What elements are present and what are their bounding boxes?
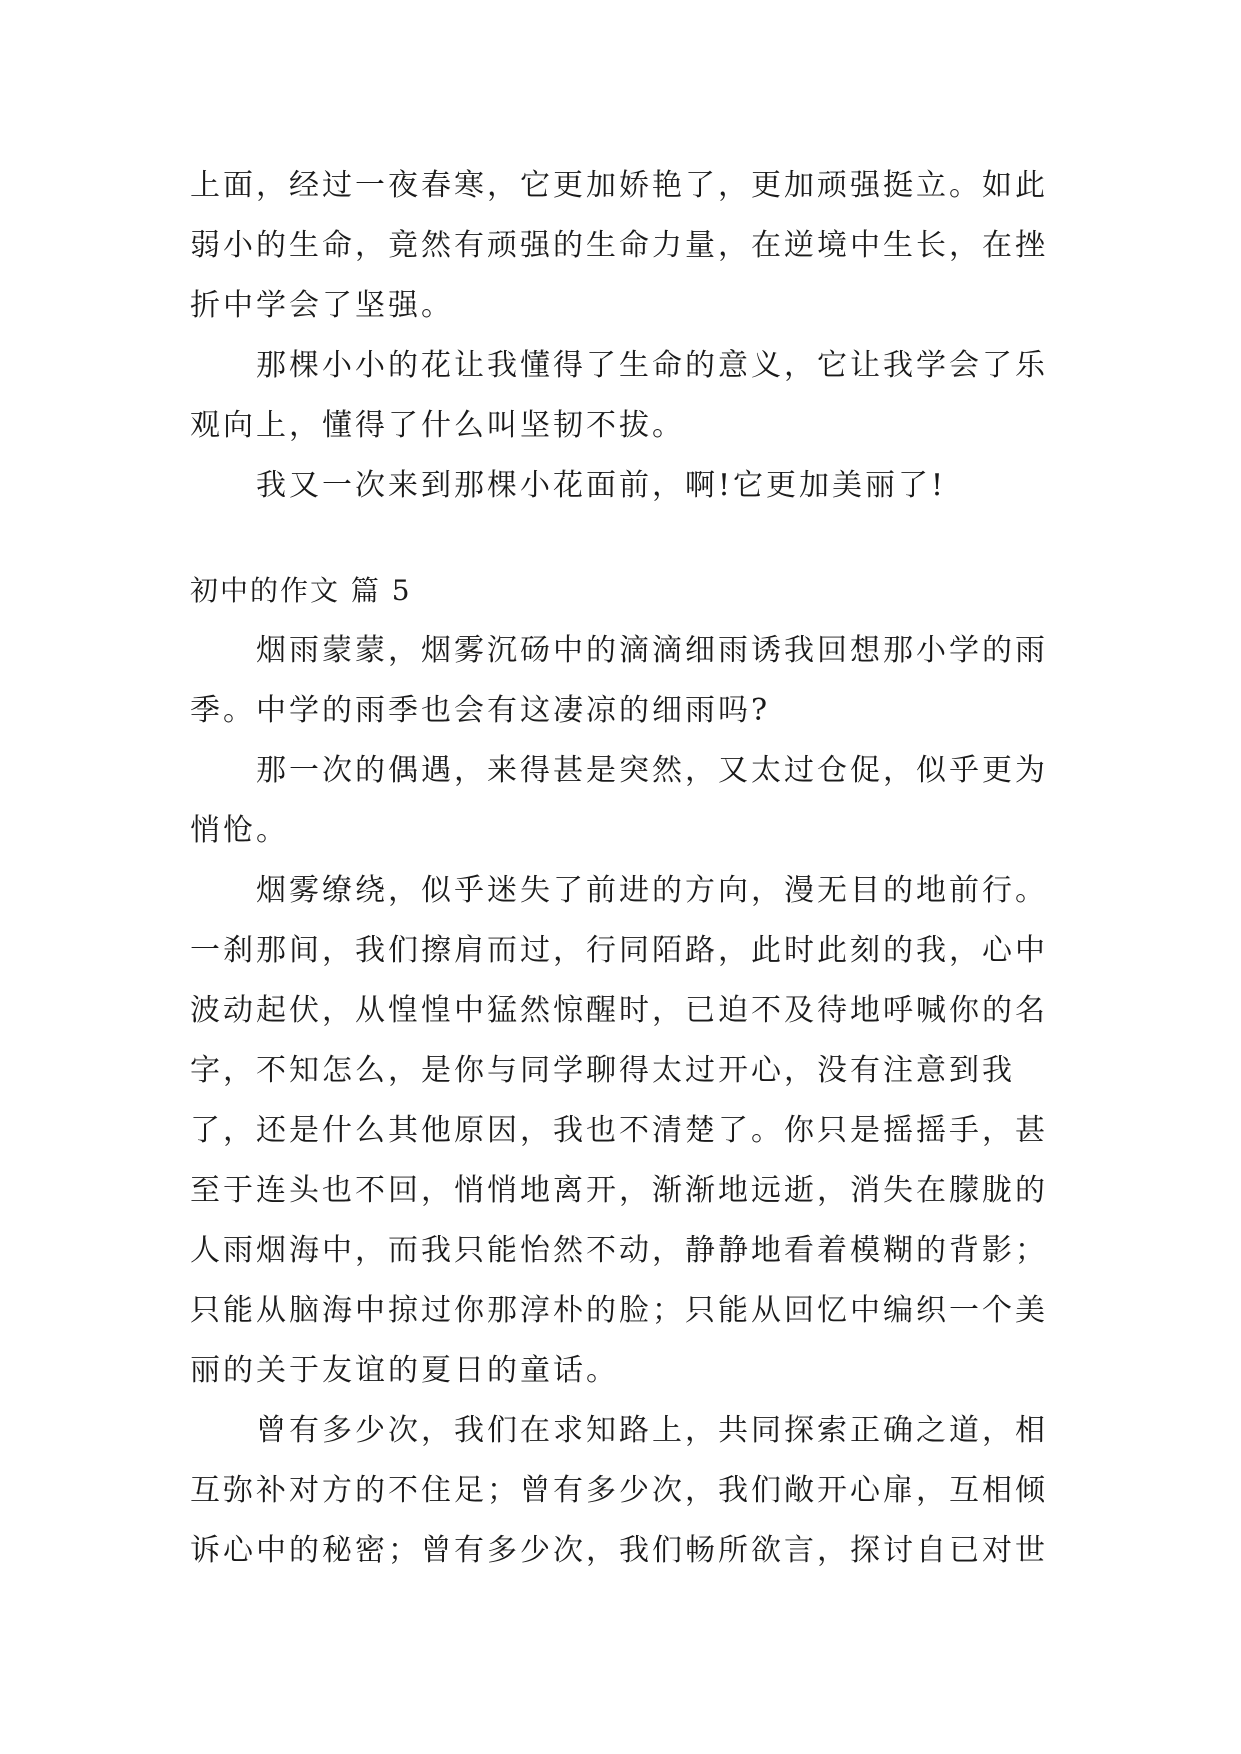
paragraph-encounter: 那一次的偶遇，来得甚是突然，又太过仓促，似乎更为悄怆。: [190, 753, 1048, 848]
section-heading: 初中的作文 篇 5: [190, 574, 412, 607]
top-text-block: [190, 156, 1070, 516]
essay-section-5: [190, 561, 1070, 1581]
paragraph-rain: 烟雨蒙蒙，烟雾沉砀中的滴滴细雨诱我回想那小学的雨季。中学的雨季也会有这凄凉的细雨吗?: [190, 633, 1048, 728]
paragraph-fog: 烟雾缭绕，似乎迷失了前进的方向，漫无目的地前行。一刹那间，我们擦肩而过，行同陌路，此时此刻的我，心中波动起伏，从惶惶中猛然惊醒时，已迫不及待地呼喊你的名字，不知怎么，是你与同学聊得太过开心，没有注意到我了，还是什么其他原因，我也不清楚了。你只是摇摇手，甚至于连头也不回，悄悄地离开，渐渐地远逝，消失在朦胧的人雨烟海中，而我只能怡然不动，静静地看着模糊的背影；只能从脑海中掠过你那淳朴的脸；只能从回忆中编织一个美丽的关于友谊的夏日的童话。: [190, 873, 1048, 1388]
paragraph-memories: 曾有多少次，我们在求知路上，共同探索正确之道，相互弥补对方的不住足；曾有多少次，我们敞开心扉，互相倾诉心中的秘密；曾有多少次，我们畅所欲言，探讨自已对世: [190, 1413, 1048, 1568]
paragraph-return: 我又一次来到那棵小花面前，啊!它更加美丽了!: [256, 468, 947, 503]
paragraph-continuation: 上面，经过一夜春寒，它更加娇艳了，更加顽强挺立。如此弱小的生命，竟然有顽强的生命力量，在逆境中生长，在挫折中学会了坚强。: [190, 168, 1048, 323]
paragraph-meaning: 那棵小小的花让我懂得了生命的意义，它让我学会了乐观向上，懂得了什么叫坚韧不拔。: [190, 348, 1048, 443]
